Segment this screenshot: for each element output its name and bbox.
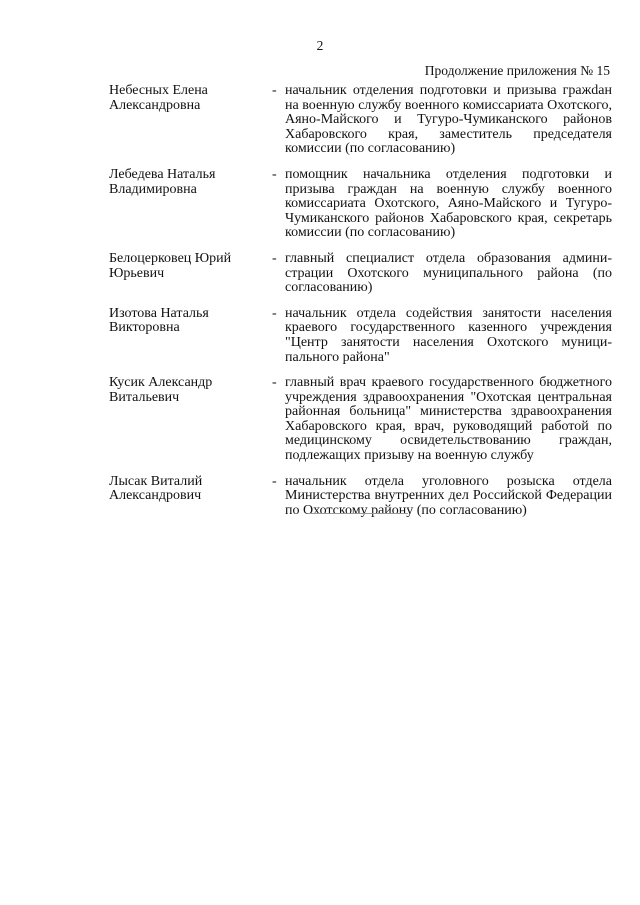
member-entry — [109, 307, 612, 365]
page-number: 2 — [316, 38, 324, 53]
member-role: начальник отделения подготовки и призыва гражdан на военную службу военного комиссариата Охотского, Аяно-Майского и Тугуро-Чумиканского районов Хабаровского края, заместитель председателя комиссии (по согласованию) — [285, 83, 612, 157]
member-dash: - — [272, 305, 277, 321]
member-dash: - — [272, 250, 277, 266]
member-entry — [109, 168, 612, 241]
appendix-continuation-label: Продолжение приложения № 15 — [424, 63, 610, 78]
member-dash: - — [272, 166, 277, 182]
member-role: начальник отдела содействия занятости населения краевого государственного казенного учреждения "Центр занятости населения Охотского муниципального района" — [285, 305, 612, 365]
member-role: главный врач краевого государственного бюджетного учреждения здравоохранения "Охотская центральная районная больница" министерства здравоохранения Хабаровского края, врач, руководящий работой по медицинскому освидетельствованию граждан, подлежащих призыву на военную службу — [285, 375, 612, 464]
member-dash: - — [272, 375, 277, 391]
member-dash: - — [272, 473, 277, 489]
member-role: помощник начальника отделения подготовки и призыва граждан на военную службу военного комиссариата Охотского, Аяно-Майского и Тугуро-Чумиканского районов Хабаровского края, секретарь комиссии (по согласованию) — [285, 166, 612, 241]
member-name: Лысак Виталий Александрович — [109, 473, 203, 504]
member-role: главный специалист отдела образования администрации Охотского муниципального района (по согласованию) — [285, 250, 612, 296]
end-separator-line — [308, 513, 408, 514]
member-name: Кусик Александр Витальевич — [109, 375, 213, 405]
member-role: начальник отдела уголовного розыска отдела Министерства внутренних дел Российской Федерации по Охотскому району (по согласованию) — [285, 473, 612, 518]
member-name: Лебедева Наталья Владимировна — [109, 166, 216, 197]
member-entry — [109, 252, 612, 296]
member-entry — [109, 475, 612, 519]
commission-member-list — [109, 84, 612, 529]
member-name: Изотова Наталья Викторовна — [109, 305, 209, 336]
member-name: Белоцерковец Юрий Юрьевич — [109, 250, 232, 281]
member-dash: - — [272, 83, 277, 98]
member-name: Небесных Елена Александровна — [109, 83, 208, 113]
member-entry — [109, 84, 612, 157]
member-entry — [109, 376, 612, 464]
